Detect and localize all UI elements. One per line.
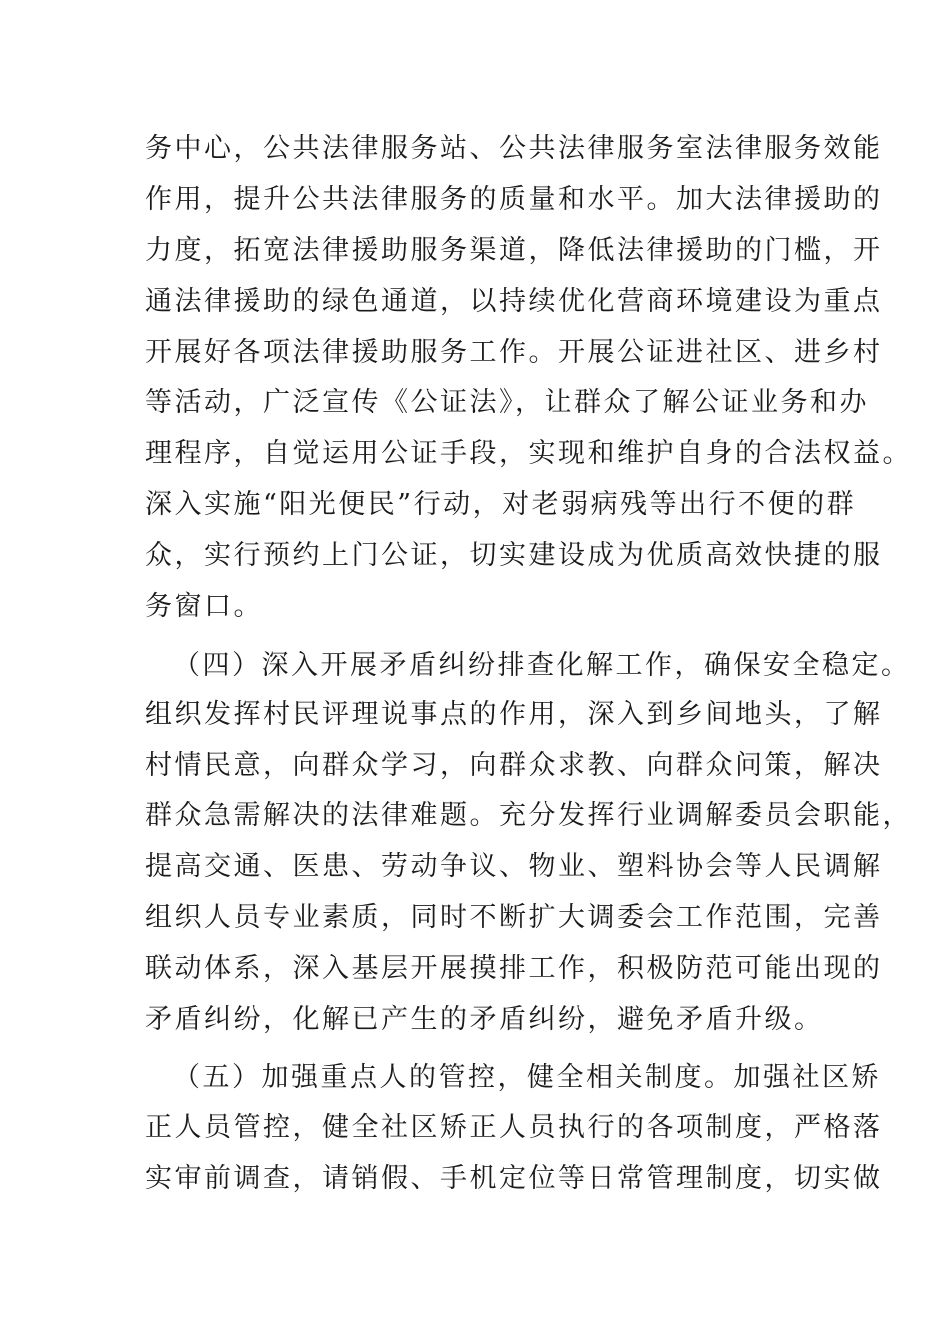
text-line: 等活动，广泛宣传《公证法》，让群众了解公证业务和办 xyxy=(145,387,869,418)
text-line: 矛盾纠纷，化解已产生的矛盾纠纷，避免矛盾升级。 xyxy=(145,1004,824,1035)
section-heading-4: （四）深入开展矛盾纠纷排查化解工作，确保安全稳定。 xyxy=(173,650,911,681)
text-line: 通法律援助的绿色通道，以持续优化营商环境建设为重点 xyxy=(145,286,883,317)
text-line: 众，实行预约上门公证，切实建设成为优质高效快捷的服 xyxy=(145,540,883,571)
text-line: 力度，拓宽法律援助服务渠道，降低法律援助的门槛，开 xyxy=(145,235,883,266)
text-line: 务中心，公共法律服务站、公共法律服务室法律服务效能 xyxy=(145,133,883,164)
text-line: 实审前调查，请销假、手机定位等日常管理制度，切实做 xyxy=(145,1163,883,1194)
text-line: 开展好各项法律援助服务工作。开展公证进社区、进乡村 xyxy=(145,337,883,368)
text-line: 深入实施“阳光便民”行动，对老弱病残等出行不便的群 xyxy=(145,489,857,520)
text-line: 提高交通、医患、劳动争议、物业、塑料协会等人民调解 xyxy=(145,851,883,882)
text-line: 村情民意，向群众学习，向群众求教、向群众问策，解决 xyxy=(145,750,883,781)
text-line: 组织人员专业素质，同时不断扩大调委会工作范围，完善 xyxy=(145,902,883,933)
text-line: 理程序，自觉运用公证手段，实现和维护自身的合法权益。 xyxy=(145,438,912,469)
text-line: 正人员管控，健全社区矫正人员执行的各项制度，严格落 xyxy=(145,1112,883,1143)
text-line: 群众急需解决的法律难题。充分发挥行业调解委员会职能， xyxy=(145,800,912,831)
text-line: 作用，提升公共法律服务的质量和水平。加大法律援助的 xyxy=(145,184,883,215)
section-heading-5: （五）加强重点人的管控，健全相关制度。加强社区矫 xyxy=(173,1062,881,1093)
text-line: 组织发挥村民评理说事点的作用，深入到乡间地头，了解 xyxy=(145,699,883,730)
text-line: 务窗口。 xyxy=(145,591,263,622)
text-line: 联动体系，深入基层开展摸排工作，积极防范可能出现的 xyxy=(145,953,883,984)
